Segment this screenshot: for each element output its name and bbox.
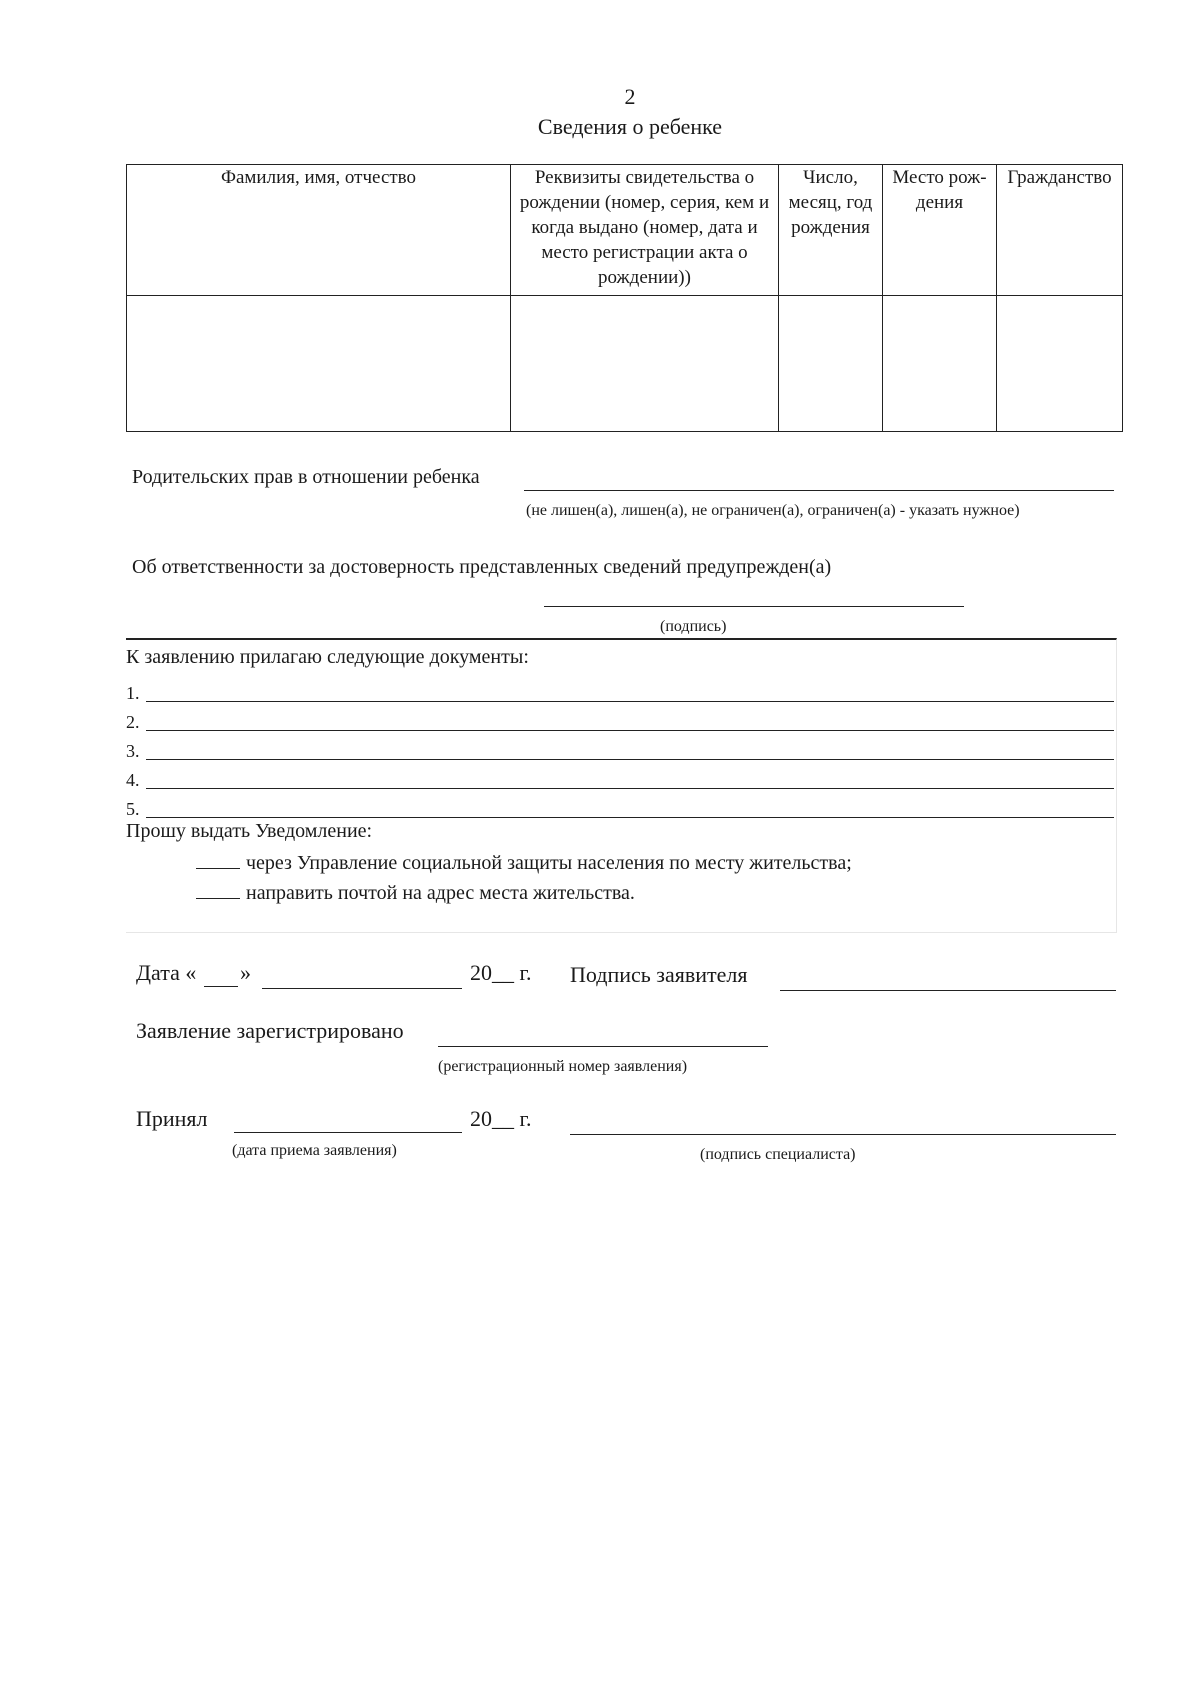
document-number: 4. [126,770,140,790]
specialist-signature-hint: (подпись специалиста) [700,1146,856,1163]
accepted-label: Принял [136,1106,208,1131]
notification-option-mail[interactable] [196,882,635,905]
document-line-4[interactable] [126,765,1114,791]
birth-certificate-cell[interactable] [511,296,779,432]
document-line-3[interactable] [126,736,1114,762]
full-name-cell[interactable] [127,296,511,432]
section-title: Сведения о ребенке [537,114,723,139]
date-day-field[interactable] [204,986,238,987]
column-header-citizenship: Гражданство [997,165,1123,296]
registration-number-field[interactable] [438,1046,768,1047]
date-year-label: 20__ г. [470,960,532,985]
option-blank[interactable] [196,898,240,899]
applicant-signature-label: Подпись заявителя [570,962,748,987]
acceptance-year-label: 20__ г. [470,1106,532,1131]
document-number: 3. [126,741,140,761]
date-label-open: Дата « [136,960,197,985]
document-number: 2. [126,712,140,732]
notification-option-social-protection[interactable] [196,852,852,875]
document-number: 1. [126,683,140,703]
document-line-1[interactable] [126,678,1114,704]
acceptance-date-field[interactable] [234,1132,462,1133]
applicant-signature-field[interactable] [780,990,1116,991]
notification-request-label: Прошу выдать Уведомление: [126,820,373,842]
table-row [127,296,1123,432]
column-header-birth-place: Место рож-дения [883,165,997,296]
date-month-field[interactable] [262,988,462,989]
option-blank[interactable] [196,868,240,869]
acceptance-date-hint: (дата приема заявления) [232,1142,397,1159]
date-label-close: » [240,960,251,985]
column-header-full-name: Фамилия, имя, отчество [127,165,511,296]
option-label: направить почтой на адрес места жительства. [246,882,635,904]
responsibility-text: Об ответственности за достоверность представленных сведений предупрежден(а) [132,556,832,578]
column-header-birth-date: Число, месяц, год рождения [779,165,883,296]
documents-section [126,638,1117,933]
specialist-signature-field[interactable] [570,1134,1116,1135]
birth-place-cell[interactable] [883,296,997,432]
option-label: через Управление социальной защиты населения по месту жительства; [246,852,852,874]
registered-label: Заявление зарегистрировано [136,1018,404,1043]
column-header-birth-certificate: Реквизиты свидетельства о рождении (номер, серия, кем и когда выдано (номер, дата и место регистрации акта о рождении)) [511,165,779,296]
responsibility-signature-hint: (подпись) [660,618,727,635]
responsibility-signature-field[interactable] [544,606,964,607]
documents-intro: К заявлению прилагаю следующие документы: [126,646,529,668]
document-line-2[interactable] [126,707,1114,733]
parental-rights-hint: (не лишен(а), лишен(а), не ограничен(а), ограничен(а) - указать нужное) [526,502,1020,519]
birth-date-cell[interactable] [779,296,883,432]
registration-number-hint: (регистрационный номер заявления) [438,1058,688,1075]
child-info-table [126,164,1123,432]
document-number: 5. [126,799,140,819]
parental-rights-label: Родительских прав в отношении ребенка [132,466,480,488]
parental-rights-field[interactable] [524,490,1114,491]
document-line-5[interactable] [126,794,1114,820]
citizenship-cell[interactable] [997,296,1123,432]
page-number: 2 [624,84,636,109]
